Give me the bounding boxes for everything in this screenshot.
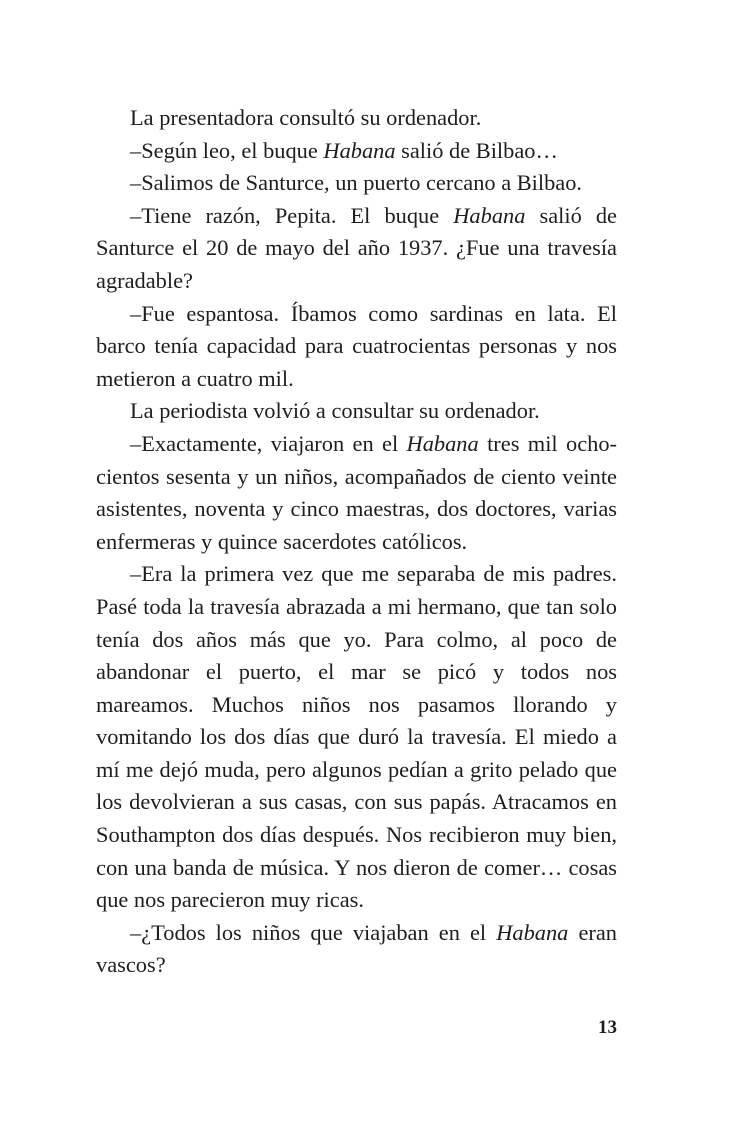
italic-text: Habana — [323, 137, 396, 163]
paragraph-text: –Era la primera vez que me separaba de mis padres. Pasé toda la travesía abrazada a mi hermano, que tan solo tenía dos años más que yo. Para colmo, al poco de abandonar el puerto, el mar se picó y todos nos mareamos. Muchos niños nos pasamos llorando y vomitando los dos días que duró la travesía. El miedo a mí me dejó muda, pero algunos pedían a grito pelado que los devolvieran a sus casas, con sus papás. Atracamos en Southampton dos días después. Nos recibieron muy bien, con una banda de música. Y nos dieron de comer… cosas que nos parecieron muy ricas. — [96, 561, 617, 913]
paragraph-text: salió de Santurce el 20 de mayo del año 1937. ¿Fue una travesía agradable? — [96, 202, 617, 293]
italic-text: Habana — [453, 202, 526, 228]
paragraph-text: –¿Todos los niños que viajaban en el — [130, 919, 497, 945]
paragraph — [96, 558, 617, 917]
paragraph — [96, 917, 617, 982]
paragraph-text: –Tiene razón, Pepita. El buque — [130, 202, 454, 228]
paragraph-text: –Exactamente, viajaron en el — [130, 430, 407, 456]
page-number: 13 — [598, 1017, 617, 1038]
paragraph — [96, 102, 617, 135]
paragraph — [96, 167, 617, 200]
book-page-text — [96, 102, 617, 982]
paragraph-text: –Fue espantosa. Íbamos como sardinas en lata. El barco tenía capacidad para cuatrocientas personas y nos metieron a cuatro mil. — [96, 300, 617, 391]
italic-text: Habana — [406, 430, 479, 456]
paragraph-text: La periodista volvió a consultar su ordenador. — [130, 398, 540, 424]
paragraph — [96, 395, 617, 428]
paragraph-text: –Según leo, el buque — [130, 137, 324, 163]
paragraph-text: –Salimos de Santurce, un puerto cercano a Bilbao. — [130, 170, 583, 196]
paragraph-text: La presentadora consultó su ordenador. — [130, 105, 482, 130]
paragraph — [96, 428, 617, 558]
paragraph — [96, 200, 617, 298]
paragraph — [96, 298, 617, 396]
paragraph-text: tres mil ochocientos sesenta y un niños, acompañados de ciento veinte asistentes, noventa y cinco maestras, dos doctores, varias enfermeras y quince sacerdotes católicos. — [96, 430, 617, 554]
paragraph-text: eran vascos? — [96, 919, 617, 978]
italic-text: Habana — [496, 919, 569, 945]
paragraph-text: salió de Bilbao… — [395, 137, 558, 163]
paragraph — [96, 135, 617, 168]
